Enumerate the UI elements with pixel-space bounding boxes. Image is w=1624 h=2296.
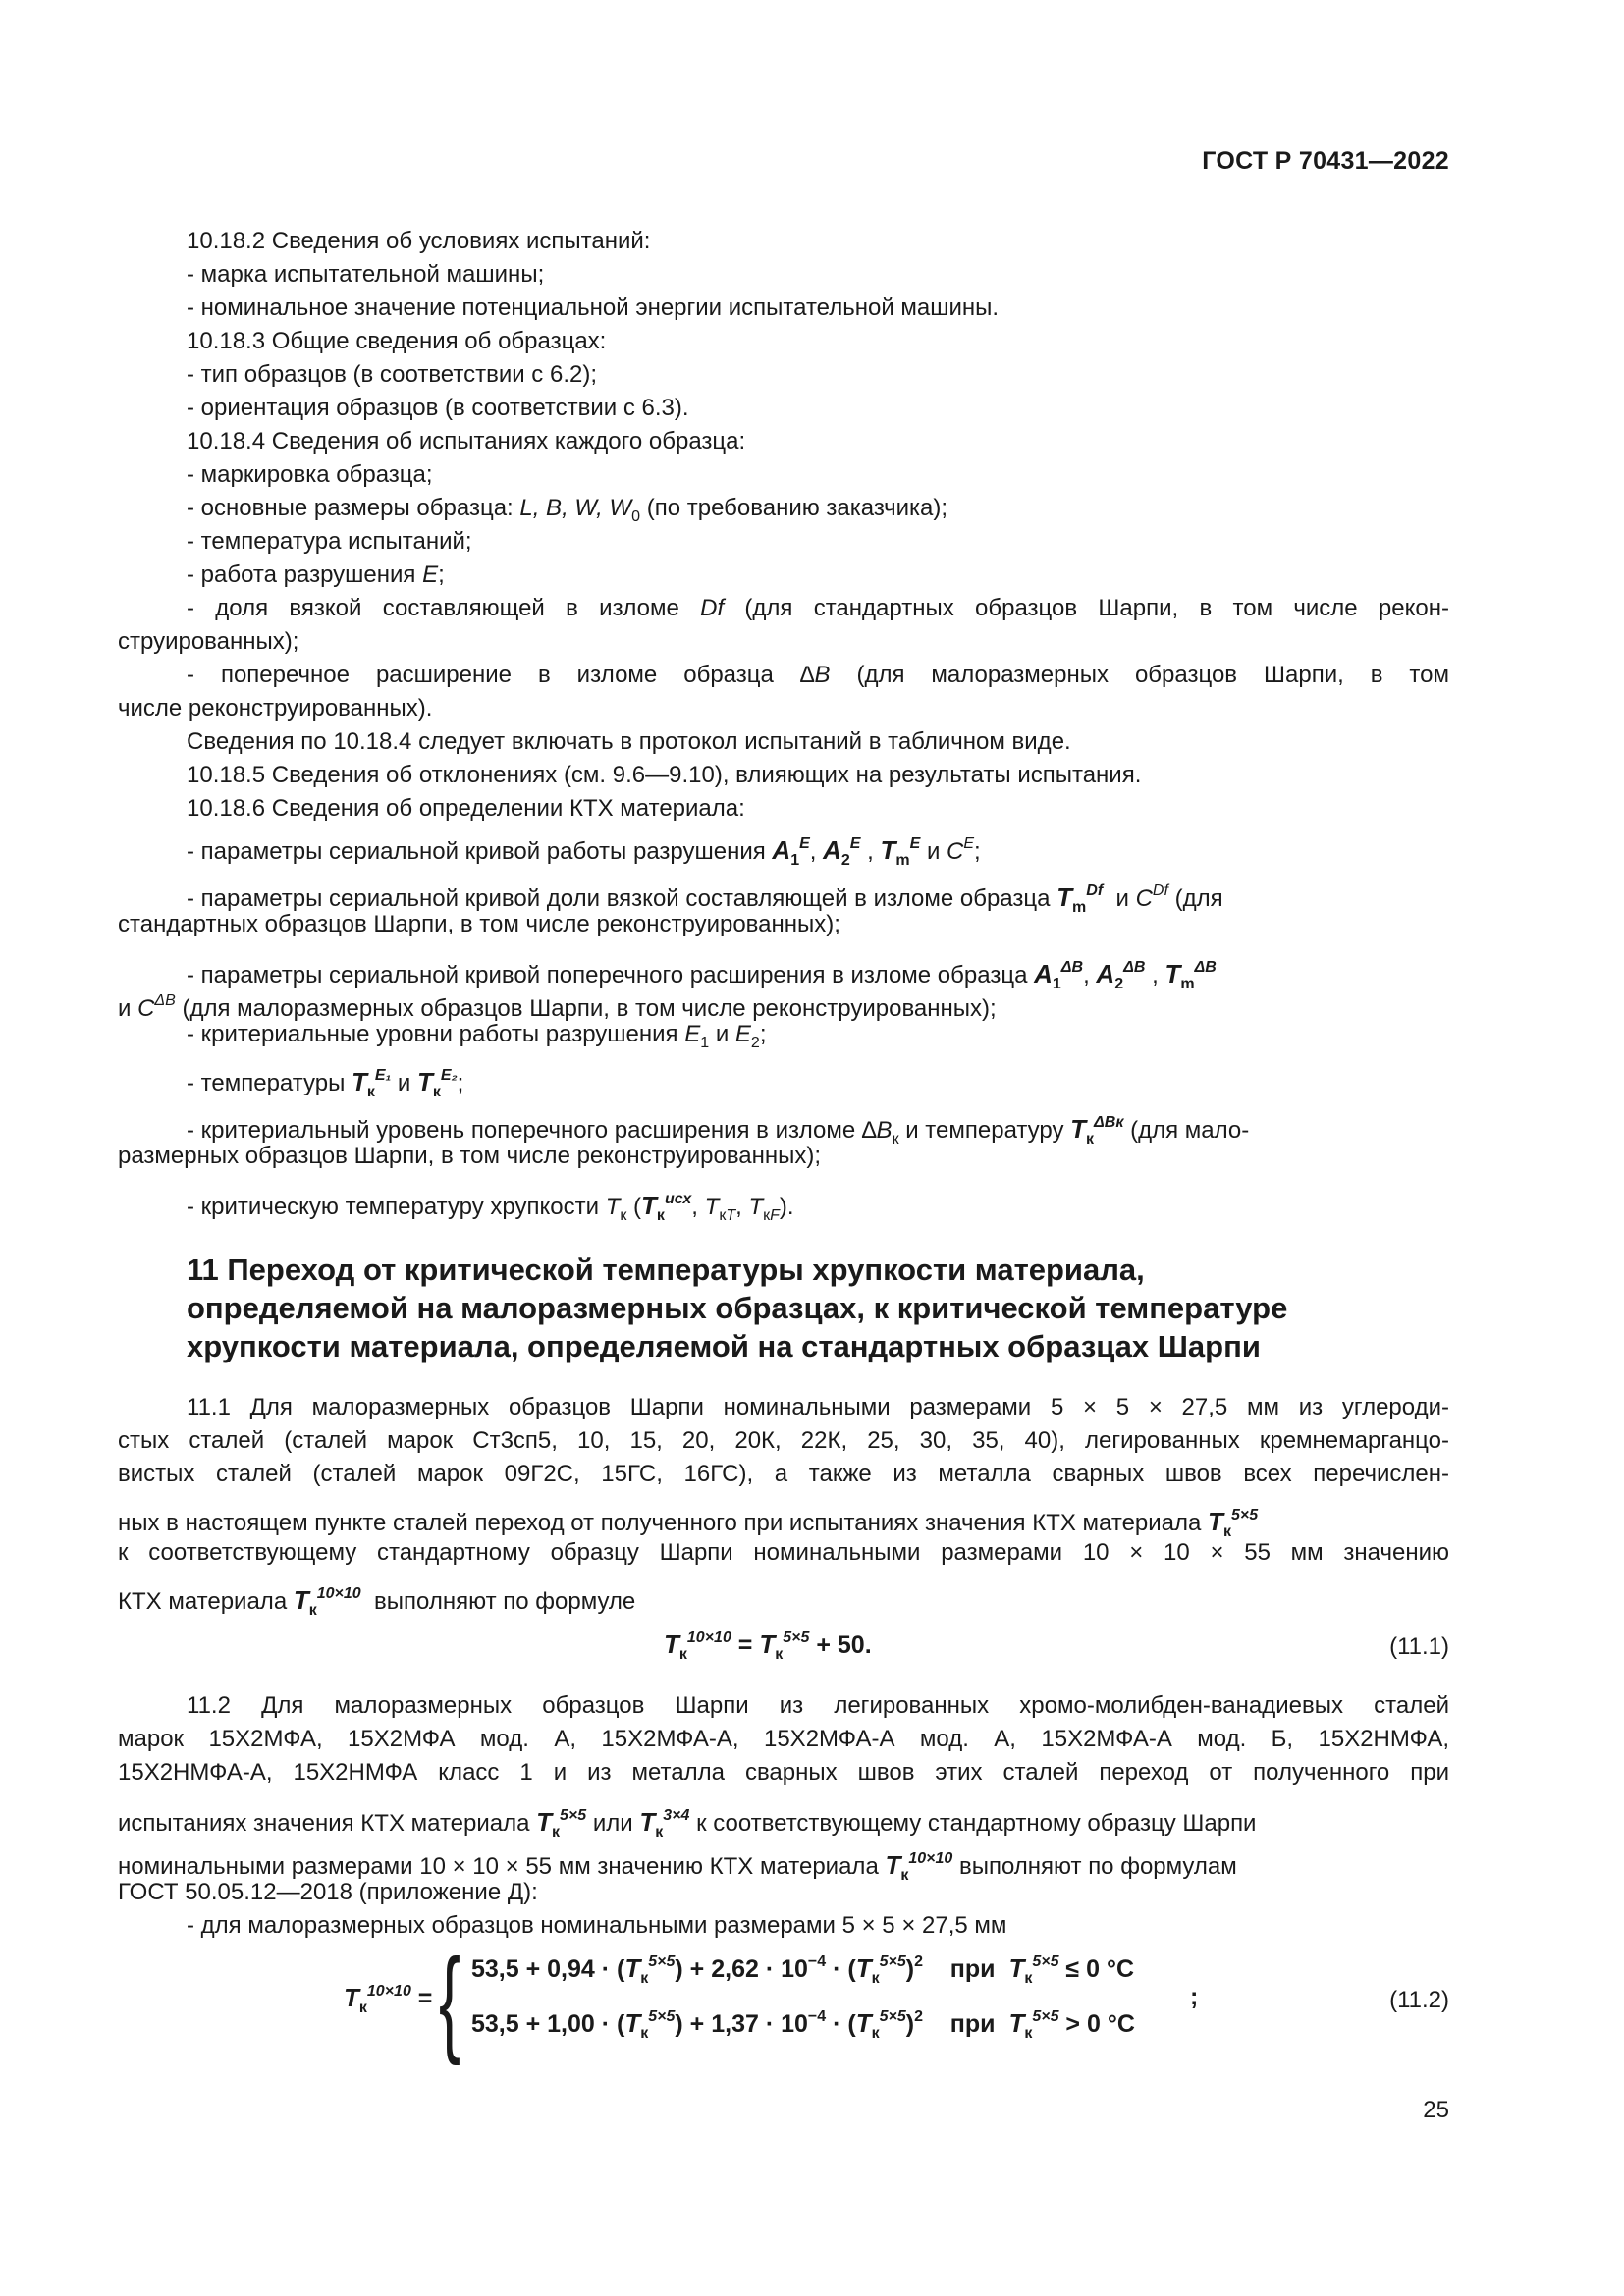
- formula-line: номинальными размерами 10 × 10 × 55 мм значению КТХ материала $T_к^{10\times 10}$ выполняют по формулам: [118, 1850, 1237, 1884]
- text-line: [187, 560, 445, 591]
- text-line: марок 15Х2МФА, 15Х2МФА мод. А, 15Х2МФА-А, 15Х2МФА-А мод. А, 15Х2МФА-А мод. Б, 15Х2НМФА,: [118, 1726, 1449, 1752]
- document-header: ГОСТ Р 70431—2022: [1202, 147, 1449, 175]
- text-span: - поперечное расширение в изломе образца: [187, 662, 800, 688]
- equation-punctuation: ;: [1190, 1983, 1199, 2010]
- text-line: 11.1 Для малоразмерных образцов Шарпи номинальными размерами 5 × 5 × 27,5 мм из углероди-: [187, 1394, 1449, 1420]
- text-line: - номинальное значение потенциальной энергии испытательной машины.: [187, 294, 1000, 321]
- subscript: 0: [631, 508, 641, 525]
- text-span: - доля вязкой составляющей в изломе: [187, 595, 701, 621]
- text-line: - маркировка образца;: [187, 461, 433, 488]
- equation-11-2-lhs: $T_к^{10\times 10}$ =: [344, 1983, 433, 2016]
- text-span: и температуру: [898, 1117, 1064, 1144]
- text-span: - работа разрушения: [187, 561, 423, 588]
- section-heading-line: 11 Переход от критической температуры хрупкости материала,: [187, 1253, 1145, 1287]
- text-line: 10.18.3 Общие сведения об образцах:: [187, 328, 607, 354]
- text-line: 15Х2НМФА-А, 15Х2НМФА класс 1 и из металла сварных швов этих сталей переход от полученного при: [118, 1759, 1449, 1786]
- formula-line: - параметры сериальной кривой работы разрушения $A_1^E$, $A_2^E$ , $T_m^E$ и $C^E$;: [187, 835, 981, 869]
- text-line: - температура испытаний;: [187, 528, 472, 555]
- text-line: - тип образцов (в соответствии с 6.2);: [187, 361, 597, 388]
- formula-line: - параметры сериальной кривой доли вязкой составляющей в изломе образца $T_m^{Df}$ и $C^{Df}$ (для: [187, 882, 1223, 916]
- symbol: E: [422, 561, 439, 588]
- text-line: ГОСТ 50.05.12—2018 (приложение Д):: [118, 1879, 538, 1905]
- text-span: (для стандартных образцов Шарпи, в том числе рекон-: [724, 595, 1449, 621]
- condition-word: при: [949, 2010, 996, 2038]
- text-line: стых сталей (сталей марок Ст3сп5, 10, 15, 20, 20К, 22К, 25, 30, 35, 40), легированных кремнемарганцо-: [118, 1427, 1449, 1454]
- equation-number: (11.1): [1389, 1633, 1449, 1660]
- text-span: - параметры сериальной кривой доли вязкой составляющей в изломе образца: [187, 885, 1051, 912]
- text-line: 11.2 Для малоразмерных образцов Шарпи из легированных хромо-молибден-ванадиевых сталей: [187, 1692, 1449, 1719]
- text-span: (для малоразмерных образцов Шарпи, в том числе реконструированных);: [175, 995, 997, 1022]
- text-span: ;: [438, 561, 445, 588]
- text-line: 10.18.6 Сведения об определении КТХ материала:: [187, 795, 745, 822]
- equation-11-1: $T_к^{10\times 10} = T_к^{5\times 5} + 50$.: [664, 1629, 872, 1663]
- text-span: - температуры: [187, 1070, 346, 1096]
- text-span: или: [592, 1810, 633, 1837]
- text-line: к соответствующему стандартному образцу Шарпи номинальными размерами 10 × 10 × 55 мм значению: [118, 1539, 1449, 1566]
- text-span: ных в настоящем пункте сталей переход от полученного при испытаниях значения КТХ материала: [118, 1510, 1202, 1536]
- text-line: [187, 593, 1449, 624]
- section-heading-line: определяемой на малоразмерных образцах, к критической температуре: [187, 1291, 1288, 1325]
- formula-line: испытаниях значения КТХ материала $T_к^{5\times 5}$ или $T_к^{3\times 4}$ к соответствующему стандартному образцу Шарпи: [118, 1807, 1257, 1841]
- text-line: струированных);: [118, 628, 299, 655]
- text-span: - параметры сериальной кривой работы разрушения: [187, 838, 766, 865]
- symbol: ∆B: [799, 662, 831, 688]
- symbol: Df: [700, 595, 725, 621]
- text-line: - для малоразмерных образцов номинальными размерами 5 × 5 × 27,5 мм: [187, 1912, 1007, 1939]
- text-span: - критериальные уровни работы разрушения: [187, 1021, 685, 1047]
- symbol: L, B, W, W: [519, 495, 632, 521]
- formula-line: - критериальные уровни работы разрушения $E_1$ и $E_2$;: [187, 1021, 767, 1051]
- formula-line: - критическую температуру хрупкости $T_к$ ($T_к^{исх}$, $T_{кT}$, $T_{кF}$).: [187, 1191, 794, 1224]
- text-line: 10.18.5 Сведения об отклонениях (см. 9.6—9.10), влияющих на результаты испытания.: [187, 762, 1142, 788]
- formula-line: и $C^{\Delta B}$ (для малоразмерных образцов Шарпи, в том числе реконструированных);: [118, 992, 997, 1022]
- text-span: выполняют по формуле: [374, 1588, 636, 1615]
- text-line: - ориентация образцов (в соответствии с 6.3).: [187, 395, 689, 421]
- text-span: - критериальный уровень поперечного расширения в изломе: [187, 1117, 862, 1144]
- formula-line: - критериальный уровень поперечного расширения в изломе $\Delta B_к$ и температуру $T_к^{\Delta Bк}$ (для мало-: [187, 1114, 1250, 1148]
- text-span: (для малоразмерных образцов Шарпи, в том: [830, 662, 1449, 688]
- text-span: - основные размеры образца:: [187, 495, 520, 521]
- text-line: числе реконструированных).: [118, 695, 433, 721]
- equation-11-2-case-2: $53,5 + 1,00 \cdot (T_к^{5\times 5}) + 1,37 \cdot 10^{-4} \cdot (T_к^{5\times 5})^2$ при $T_к^{5\times 5} > 0$ °C: [471, 2008, 1135, 2042]
- section-heading-line: хрупкости материала, определяемой на стандартных образцах Шарпи: [187, 1329, 1261, 1363]
- equation-number: (11.2): [1389, 1987, 1449, 2013]
- text-line: вистых сталей (сталей марок 09Г2С, 15ГС, 16ГС), а также из металла сварных швов всех перечислен-: [118, 1461, 1449, 1487]
- formula-line: - температуры $T_к^{E_1}$ и $T_к^{E_2}$;: [187, 1067, 464, 1100]
- text-line: 10.18.4 Сведения об испытаниях каждого образца:: [187, 428, 746, 454]
- text-span: к соответствующему стандартному образцу Шарпи: [696, 1810, 1257, 1837]
- text-span: - параметры сериальной кривой поперечного расширения в изломе образца: [187, 962, 1028, 988]
- text-span: (для мало-: [1130, 1117, 1250, 1144]
- text-span: КТХ материала: [118, 1588, 288, 1615]
- condition: > 0 °C: [1058, 2010, 1135, 2038]
- formula-line: ных в настоящем пункте сталей переход от полученного при испытаниях значения КТХ материала $T_к^{5\times 5}$: [118, 1507, 1259, 1540]
- formula-line: КТХ материала $T_к^{10\times 10}$ выполняют по формуле: [118, 1585, 636, 1619]
- text-span: - критическую температуру хрупкости: [187, 1194, 606, 1220]
- text-line: 10.18.2 Сведения об условиях испытаний:: [187, 228, 651, 254]
- formula-line: - параметры сериальной кривой поперечного расширения в изломе образца $A_1^{\Delta B}$, $A_2^{\Delta B}$ , $T_m^{\Delta B}$: [187, 959, 1217, 992]
- equation-11-2-case-1: $53,5 + 0,94 \cdot (T_к^{5\times 5}) + 2,62 \cdot 10^{-4} \cdot (T_к^{5\times 5})^2$ при $T_к^{5\times 5} \le 0$ °C: [471, 1953, 1134, 1987]
- text-line: [187, 660, 1449, 691]
- text-line: размерных образцов Шарпи, в том числе реконструированных);: [118, 1143, 822, 1169]
- text-line: - марка испытательной машины;: [187, 261, 545, 288]
- text-span: испытаниях значения КТХ материала: [118, 1810, 530, 1837]
- text-line: стандартных образцов Шарпи, в том числе реконструированных);: [118, 911, 840, 937]
- text-span: номинальными размерами 10 × 10 × 55 мм значению КТХ материала: [118, 1853, 879, 1880]
- text-span: (по требованию заказчика);: [640, 495, 948, 521]
- text-line: Сведения по 10.18.4 следует включать в протокол испытаний в табличном виде.: [187, 728, 1071, 755]
- text-span: (для: [1174, 885, 1223, 912]
- equation-brace: {: [439, 1935, 461, 2066]
- condition-word: при: [949, 1955, 996, 1983]
- condition: ≤ 0 °C: [1058, 1955, 1134, 1983]
- text-span: выполняют по формулам: [958, 1853, 1237, 1880]
- page-number: 25: [1423, 2097, 1449, 2123]
